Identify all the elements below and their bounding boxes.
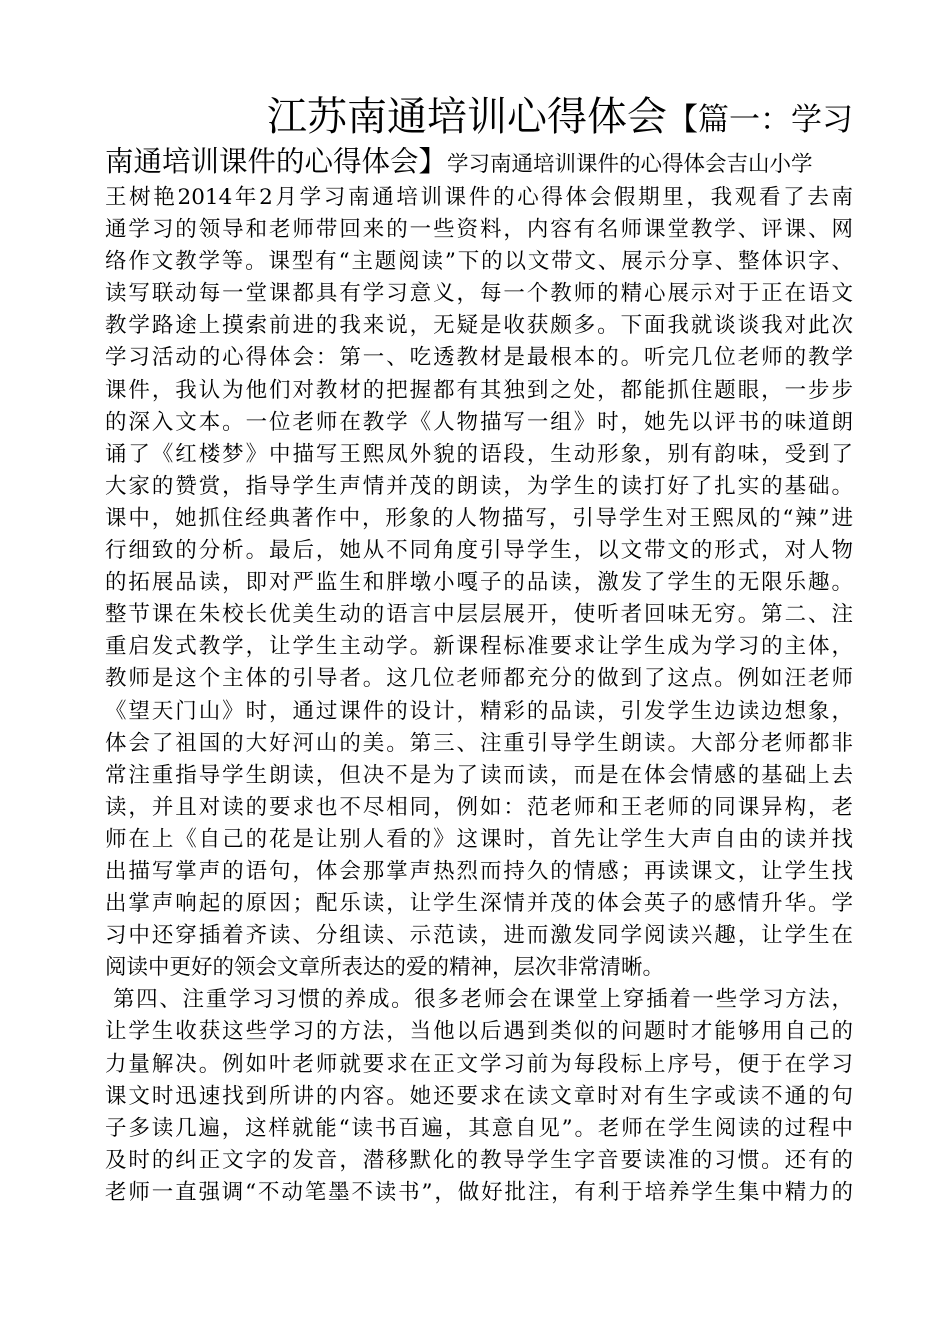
- body-line: 重启发式教学，让学生主动学。新课程标准要求让学生成为学习的主体，: [105, 634, 853, 660]
- body-line: 第四、注重学习习惯的养成。很多老师会在课堂上穿插着一些学习方法，: [113, 987, 853, 1013]
- body-line: 学习活动的心得体会：第一、吃透教材是最根本的。听完几位老师的教学: [105, 345, 853, 371]
- body-line: 老师一直强调“不动笔墨不读书”，做好批注，有利于培养学生集中精力的: [105, 1179, 853, 1205]
- title-continuation: [105, 142, 853, 182]
- body-line: 教学路途上摸索前进的我来说，无疑是收获颇多。下面我就谈谈我对此次: [105, 313, 853, 339]
- body-line: 王树艳2014年2月学习南通培训课件的心得体会假期里，我观看了去南: [105, 185, 853, 210]
- body-line: 力量解决。例如叶老师就要求在正文学习前为每段标上序号，便于在学习: [105, 1051, 853, 1077]
- body-line: 课件，我认为他们对教材的把握都有其独到之处，都能抓住题眼，一步步: [105, 377, 853, 403]
- title-sub-continued: 南通培训课件的心得体会】: [105, 145, 448, 178]
- title-sub: 【篇一：学习: [667, 102, 853, 138]
- body-line: 诵了《红楼梦》中描写王熙凤外貌的语段，生动形象，别有韵味，受到了: [105, 441, 853, 467]
- document-title: [105, 92, 853, 142]
- body-line: 《望天门山》时，通过课件的设计，精彩的品读，引发学生边读边想象，: [105, 698, 853, 724]
- body-line: 让学生收获这些学习的方法，当他以后遇到类似的问题时才能够用自己的: [105, 1019, 853, 1045]
- body-line: 教师是这个主体的引导者。这几位老师都充分的做到了这点。例如汪老师: [105, 666, 853, 692]
- body-line: 读，并且对读的要求也不尽相同，例如：范老师和王老师的同课异构，老: [105, 794, 853, 820]
- title-main: 江苏南通培训心得体会: [267, 94, 667, 140]
- body-line: 子多读几遍，这样就能“读书百遍，其意自见”。老师在学生阅读的过程中: [105, 1115, 853, 1141]
- body-line: 行细致的分析。最后，她从不同角度引导学生，以文带文的形式，对人物: [105, 538, 853, 564]
- body-line: 通学习的领导和老师带回来的一些资料，内容有名师课堂教学、评课、网: [105, 217, 853, 243]
- body-line: 体会了祖国的大好河山的美。第三、注重引导学生朗读。大部分老师都非: [105, 730, 853, 756]
- body-line: 习中还穿插着齐读、分组读、示范读，进而激发同学阅读兴趣，让学生在: [105, 923, 853, 949]
- body-line: 读写联动每一堂课都具有学习意义，每一个教师的精心展示对于正在语文: [105, 281, 853, 307]
- body-line: 络作文教学等。课型有“主题阅读”下的以文带文、展示分享、整体识字、: [105, 249, 853, 275]
- body-line: 的深入文本。一位老师在教学《人物描写一组》时，她先以评书的味道朗: [105, 409, 853, 435]
- body-line: 及时的纠正文字的发音，潜移默化的教导学生字音要读准的习惯。还有的: [105, 1147, 853, 1173]
- body-line: 常注重指导学生朗读，但决不是为了读而读，而是在体会情感的基础上去: [105, 762, 853, 788]
- document-page: [105, 92, 853, 1209]
- body-line: 阅读中更好的领会文章所表达的爱的精神，层次非常清晰。: [105, 955, 665, 981]
- body-line: 课中，她抓住经典著作中，形象的人物描写，引导学生对王熙凤的“辣”进: [105, 505, 853, 531]
- body-line: 的拓展品读，即对严监生和胖墩小嘎子的品读，激发了学生的无限乐趣。: [105, 570, 853, 596]
- body-line: 出描写掌声的语句，体会那掌声热烈而持久的情感；再读课文，让学生找: [105, 858, 853, 884]
- body-line: 大家的赞赏，指导学生声情并茂的朗读，为学生的读打好了扎实的基础。: [105, 473, 853, 499]
- body-line: 整节课在朱校长优美生动的语言中层层展开，使听者回味无穷。第二、注: [105, 602, 853, 628]
- body-line: 师在上《自己的花是让别人看的》这课时，首先让学生大声自由的读并找: [105, 826, 853, 852]
- body-line: 课文时迅速找到所讲的内容。她还要求在读文章时对有生字或读不通的句: [105, 1083, 853, 1109]
- body-text-start: 学习南通培训课件的心得体会吉山小学: [447, 152, 813, 177]
- body-line: 出掌声响起的原因；配乐读，让学生深情并茂的体会英子的感情升华。学: [105, 891, 853, 917]
